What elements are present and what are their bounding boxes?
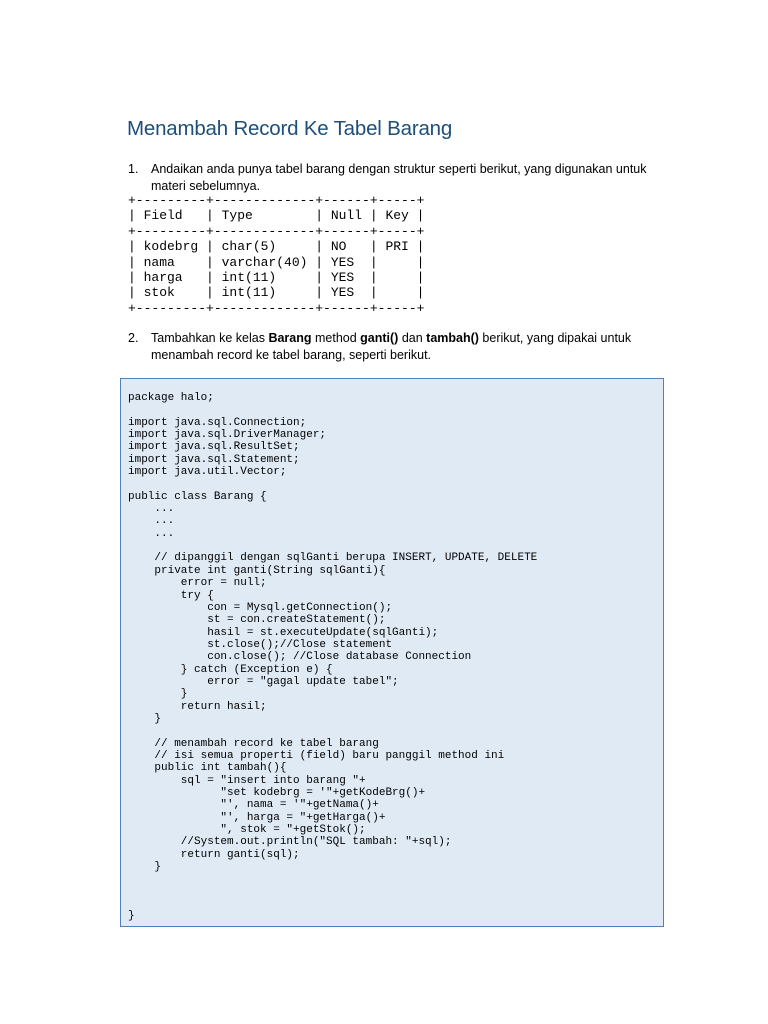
text-segment: method [311,331,361,345]
class-name: Barang [268,331,312,345]
method-name-tambah: tambah() [426,331,479,345]
list-number: 2. [128,331,139,345]
code-box [120,378,664,927]
page-title: Menambah Record Ke Tabel Barang [127,117,453,140]
list-item-text: Andaikan anda punya tabel barang dengan struktur seperti berikut, yang digunakan untuk materi sebelumnya. [151,162,647,193]
list-item-text [151,330,671,363]
code-block: package halo; import java.sql.Connection; import java.sql.DriverManager; import java.sql.ResultSet; import java.sql.Statement; import java.util.Vector; public class Barang { ... ... ... // dipanggil dengan sqlGanti berupa INSERT, UPDATE, DELETE private int ganti(String sqlGanti){ error = null; try { con = Mysql.getConnection(); st = con.createStatement(); hasil = st.executeUpdate(sqlGanti); st.close();//Close statement con.close(); //Close database Connection } catch (Exception e) { error = "gagal update tabel"; } return hasil; } // menambah record ke tabel barang // isi semua properti (field) baru panggil method ini public int tambah(){ sql = "insert into barang "+ "set kodebrg = '"+getKodeBrg()+ "', nama = '"+getNama()+ "', harga = "+getHarga()+ ", stok = "+getStok(); //System.out.println("SQL tambah: "+sql); return ganti(sql); } } [128,392,538,923]
table-structure: +---------+-------------+------+-----+ | Field | Type | Null | Key | +---------+-------------+------+-----+ | kodebrg | char(5) | NO | PRI | | nama | varchar(40) | YES | | | harga | int(11) | YES | | | stok | int(11) | YES | | +---------+-------------+------+-----+ [128,193,425,316]
text-segment: Tambahkan ke kelas [151,331,269,345]
list-number: 1. [128,162,139,176]
text-segment: berikut, yang dipakai untuk menambah record ke tabel barang, seperti berikut. [151,331,632,362]
text-segment: dan [398,331,427,345]
method-name-ganti: ganti() [360,331,399,345]
